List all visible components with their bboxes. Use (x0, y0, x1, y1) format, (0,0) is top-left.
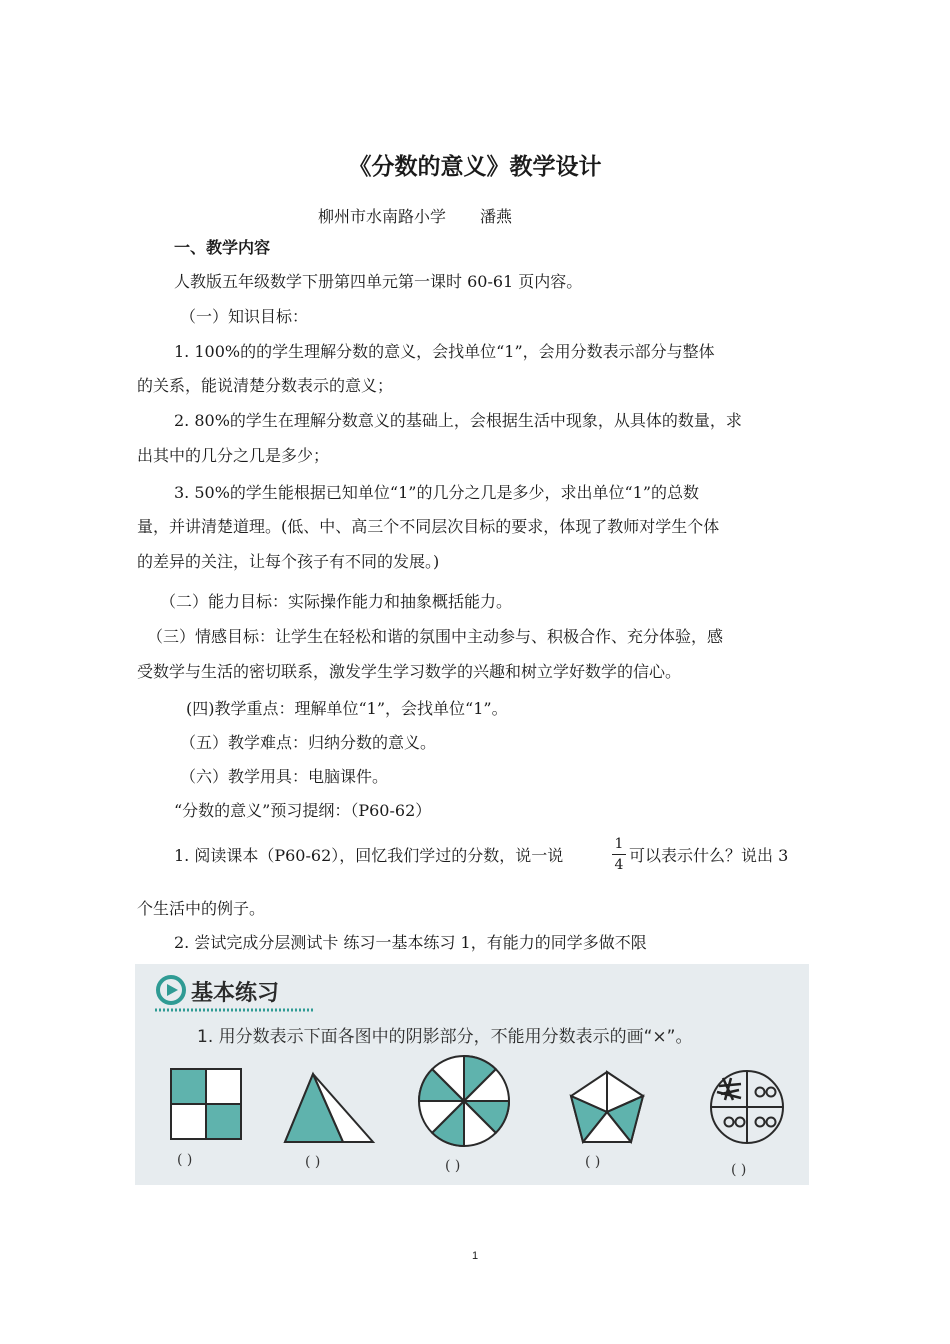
figure-circle-dots (711, 1071, 783, 1143)
answer-blank-1: ( ) (177, 1152, 193, 1168)
page-title: 《分数的意义》教学设计 (348, 154, 602, 180)
answer-blank-2: ( ) (305, 1154, 321, 1170)
figure-pentagon (571, 1072, 643, 1142)
goal2-line2: 出其中的几分之几是多少； (137, 446, 330, 465)
answer-blank-4: ( ) (585, 1154, 601, 1170)
teaching-tools: （六）教学用具：电脑课件。 (180, 767, 389, 786)
exercise-figures (135, 964, 809, 1185)
fraction-denominator: 4 (614, 857, 624, 873)
emotion-goal-line2: 受数学与生活的密切联系，激发学生学习数学的兴趣和树立学好数学的信心。 (137, 662, 682, 681)
figure-circle-eighths (419, 1056, 509, 1146)
answer-blank-3: ( ) (445, 1158, 461, 1174)
page-number: 1 (471, 1250, 479, 1262)
exercise-header: 基本练习 (191, 981, 280, 1006)
knowledge-goal-heading: （一）知识目标： (180, 307, 309, 326)
author-name: 潘燕 (480, 207, 513, 226)
fraction-numerator: 1 (614, 836, 624, 852)
goal1-line2: 的关系，能说清楚分数表示的意义； (137, 376, 394, 395)
preview-item1-a: 1. 阅读课本（P60-62），回忆我们学过的分数，说一说 (174, 846, 564, 865)
preview-item1-b: 可以表示什么？说出 3 (629, 846, 789, 865)
fraction-bar (612, 854, 626, 855)
goal1-line1: 1. 100%的的学生理解分数的意义，会找单位“1”，会用分数表示部分与整体 (174, 342, 715, 361)
ability-goal: （二）能力目标：实际操作能力和抽象概括能力。 (160, 592, 513, 611)
school-name: 柳州市水南路小学 (318, 207, 447, 226)
content-line: 人教版五年级数学下册第四单元第一课时 60-61 页内容。 (174, 272, 583, 291)
author-line (318, 204, 512, 227)
goal3-line1: 3. 50%的学生能根据已知单位“1”的几分之几是多少，求出单位“1”的总数 (174, 483, 699, 502)
answer-blank-5: ( ) (731, 1162, 747, 1178)
preview-title: “分数的意义”预习提纲：（P60-62） (174, 801, 432, 820)
goal3-line3: 的差异的关注，让每个孩子有不同的发展。) (137, 552, 440, 571)
preview-item2: 2. 尝试完成分层测试卡 练习一基本练习 1，有能力的同学多做不限 (174, 933, 647, 952)
key-point: (四)教学重点：理解单位“1”，会找单位“1”。 (186, 699, 508, 718)
figure-triangle (285, 1074, 373, 1142)
goal3-line2: 量，并讲清楚道理。(低、中、高三个不同层次目标的要求，体现了教师对学生个体 (137, 517, 720, 536)
fraction-one-quarter (611, 836, 627, 873)
emotion-goal-line1: （三）情感目标：让学生在轻松和谐的氛围中主动参与、积极合作、充分体验，感 (147, 627, 724, 646)
preview-item1-line2: 个生活中的例子。 (137, 899, 266, 918)
exercise-instruction: 1. 用分数表示下面各图中的阴影部分，不能用分数表示的画“×”。 (197, 1027, 693, 1047)
exercise-photo (135, 964, 809, 1185)
play-triangle-icon (167, 984, 178, 996)
goal2-line1: 2. 80%的学生在理解分数意义的基础上，会根据生活中现象，从具体的数量，求 (174, 411, 742, 430)
difficulty: （五）教学难点：归纳分数的意义。 (180, 733, 437, 752)
section-heading: 一、教学内容 (174, 238, 271, 257)
figure-square-grid (171, 1069, 241, 1139)
